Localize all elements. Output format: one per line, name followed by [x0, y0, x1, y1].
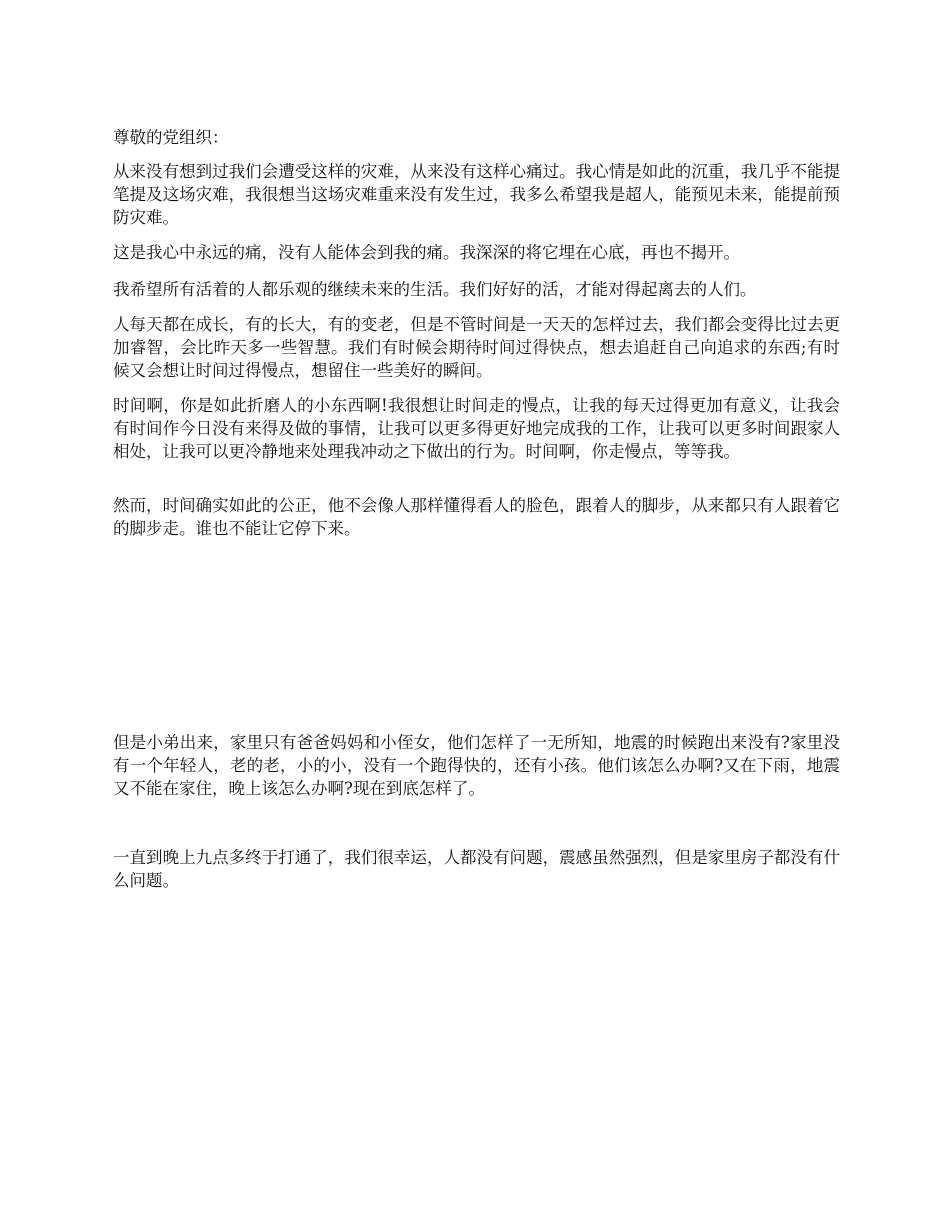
paragraph-6: 然而，时间确实如此的公正，他不会像人那样懂得看人的脸色，跟着人的脚步，从来都只有人跟着它的脚步走。谁也不能让它停下来。 [113, 496, 840, 538]
paragraph-4: 人每天都在成长，有的长大，有的变老，但是不管时间是一天天的怎样过去，我们都会变得比过去更加睿智，会比昨天多一些智慧。我们有时候会期待时间过得快点，想去追赶自己向追求的东西;有时候又会想让时间过得慢点，想留住一些美好的瞬间。 [113, 315, 840, 380]
paragraph-5: 时间啊，你是如此折磨人的小东西啊!我很想让时间走的慢点，让我的每天过得更加有意义，让我会有时间作今日没有来得及做的事情，让我可以更多得更好地完成我的工作，让我可以更多时间跟家人相处，让我可以更冷静地来处理我冲动之下做出的行为。时间啊，你走慢点，等等我。 [113, 396, 840, 461]
paragraph-3: 我希望所有活着的人都乐观的继续未来的生活。我们好好的活，才能对得起离去的人们。 [113, 280, 757, 299]
salutation: 尊敬的党组织： [113, 128, 229, 147]
paragraph-2: 这是我心中永远的痛，没有人能体会到我的痛。我深深的将它埋在心底，再也不揭开。 [113, 243, 740, 262]
paragraph-8: 一直到晚上九点多终于打通了，我们很幸运，人都没有问题，震感虽然强烈，但是家里房子都没有什么问题。 [113, 848, 840, 890]
paragraph-1: 从来没有想到过我们会遭受这样的灾难，从来没有这样心痛过。我心情是如此的沉重，我几乎不能提笔提及这场灾难，我很想当这场灾难重来没有发生过，我多么希望我是超人，能预见未来，能提前预防灾难。 [113, 162, 840, 227]
paragraph-7: 但是小弟出来，家里只有爸爸妈妈和小侄女，他们怎样了一无所知，地震的时候跑出来没有?家里没有一个年轻人，老的老，小的小，没有一个跑得快的，还有小孩。他们该怎么办啊?又在下雨，地震又不能在家住，晚上该怎么办啊?现在到底怎样了。 [113, 733, 840, 798]
